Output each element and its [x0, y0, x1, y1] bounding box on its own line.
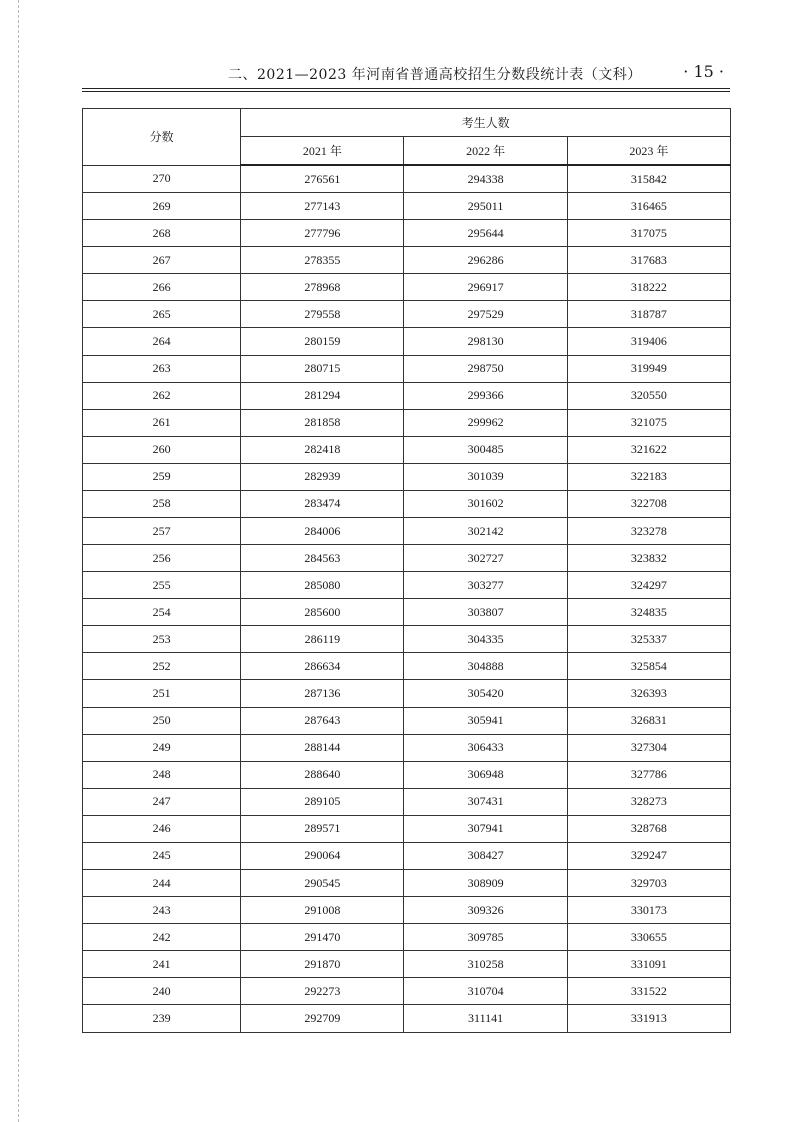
- count-2023-cell: 316465: [567, 193, 730, 220]
- count-2022-cell: 306433: [404, 734, 567, 761]
- count-2021-cell: 286119: [241, 626, 404, 653]
- score-cell: 254: [83, 599, 241, 626]
- score-cell: 260: [83, 436, 241, 463]
- count-2021-cell: 288640: [241, 761, 404, 788]
- count-2022-cell: 310258: [404, 951, 567, 978]
- count-2022-cell: 307431: [404, 788, 567, 815]
- count-2021-cell: 284006: [241, 518, 404, 545]
- count-2022-cell: 299962: [404, 409, 567, 436]
- score-cell: 245: [83, 842, 241, 869]
- count-2023-cell: 329703: [567, 870, 730, 897]
- score-column-header: 分数: [83, 109, 241, 166]
- score-cell: 240: [83, 978, 241, 1005]
- page-title: 二、2021—2023 年河南省普通高校招生分数段统计表（文科）: [228, 67, 642, 83]
- table-row: [83, 463, 731, 490]
- count-2021-cell: 289571: [241, 815, 404, 842]
- table-row: [83, 301, 731, 328]
- count-2023-cell: 327786: [567, 761, 730, 788]
- score-cell: 249: [83, 734, 241, 761]
- count-2021-cell: 279558: [241, 301, 404, 328]
- count-2022-cell: 294338: [404, 165, 567, 193]
- count-2023-cell: 324835: [567, 599, 730, 626]
- count-2022-cell: 303277: [404, 572, 567, 599]
- count-2021-cell: 292709: [241, 1005, 404, 1032]
- score-cell: 270: [83, 165, 241, 193]
- count-2021-cell: 288144: [241, 734, 404, 761]
- table-row: [83, 734, 731, 761]
- count-2021-cell: 291470: [241, 924, 404, 951]
- table-row: [83, 518, 731, 545]
- count-2022-cell: 306948: [404, 761, 567, 788]
- count-2022-cell: 300485: [404, 436, 567, 463]
- header-rule: [82, 88, 730, 89]
- count-2022-cell: 309326: [404, 897, 567, 924]
- score-cell: 242: [83, 924, 241, 951]
- score-cell: 252: [83, 653, 241, 680]
- count-2022-cell: 297529: [404, 301, 567, 328]
- table-body: [83, 165, 731, 1032]
- count-2021-cell: 281294: [241, 382, 404, 409]
- count-2021-cell: 290064: [241, 842, 404, 869]
- table-row: [83, 978, 731, 1005]
- count-2021-cell: 282939: [241, 463, 404, 490]
- score-distribution-table: [82, 108, 731, 1033]
- score-cell: 259: [83, 463, 241, 490]
- table-row: [83, 951, 731, 978]
- table-row: [83, 274, 731, 301]
- count-2021-cell: 283474: [241, 490, 404, 517]
- count-2023-cell: 319949: [567, 355, 730, 382]
- table-row: [83, 436, 731, 463]
- table-row: [83, 355, 731, 382]
- score-cell: 251: [83, 680, 241, 707]
- count-2022-cell: 310704: [404, 978, 567, 1005]
- score-cell: 266: [83, 274, 241, 301]
- count-2023-cell: 330173: [567, 897, 730, 924]
- count-2022-cell: 299366: [404, 382, 567, 409]
- count-2021-cell: 292273: [241, 978, 404, 1005]
- score-cell: 256: [83, 545, 241, 572]
- table-row: [83, 247, 731, 274]
- table-row: [83, 328, 731, 355]
- table-row: [83, 545, 731, 572]
- score-cell: 246: [83, 815, 241, 842]
- table-row: [83, 924, 731, 951]
- count-2023-cell: 331522: [567, 978, 730, 1005]
- count-2023-cell: 319406: [567, 328, 730, 355]
- count-2023-cell: 324297: [567, 572, 730, 599]
- table-row: [83, 382, 731, 409]
- count-2023-cell: 321622: [567, 436, 730, 463]
- header-rule-double: [82, 91, 730, 92]
- count-2023-cell: 317683: [567, 247, 730, 274]
- count-2021-cell: 284563: [241, 545, 404, 572]
- score-cell: 264: [83, 328, 241, 355]
- score-cell: 265: [83, 301, 241, 328]
- count-2021-cell: 276561: [241, 165, 404, 193]
- score-cell: 261: [83, 409, 241, 436]
- count-2021-cell: 280715: [241, 355, 404, 382]
- table-row: [83, 842, 731, 869]
- table-row: [83, 165, 731, 193]
- count-2021-cell: 277143: [241, 193, 404, 220]
- count-2022-cell: 303807: [404, 599, 567, 626]
- count-2023-cell: 323832: [567, 545, 730, 572]
- count-2021-cell: 287136: [241, 680, 404, 707]
- count-2023-cell: 318222: [567, 274, 730, 301]
- count-2021-cell: 282418: [241, 436, 404, 463]
- score-cell: 255: [83, 572, 241, 599]
- count-2022-cell: 305941: [404, 707, 567, 734]
- score-cell: 248: [83, 761, 241, 788]
- count-2023-cell: 326393: [567, 680, 730, 707]
- count-2022-cell: 305420: [404, 680, 567, 707]
- binding-margin-line: [18, 0, 19, 1122]
- table-row: [83, 653, 731, 680]
- count-2023-cell: 322708: [567, 490, 730, 517]
- year-header-2021: 2021 年: [241, 137, 404, 166]
- count-2023-cell: 315842: [567, 165, 730, 193]
- table-row: [83, 193, 731, 220]
- count-2022-cell: 295644: [404, 220, 567, 247]
- score-cell: 244: [83, 870, 241, 897]
- count-2023-cell: 326831: [567, 707, 730, 734]
- year-header-2022: 2022 年: [404, 137, 567, 166]
- score-cell: 253: [83, 626, 241, 653]
- count-2022-cell: 304888: [404, 653, 567, 680]
- count-2021-cell: 278968: [241, 274, 404, 301]
- score-cell: 262: [83, 382, 241, 409]
- count-2022-cell: 301039: [404, 463, 567, 490]
- score-cell: 250: [83, 707, 241, 734]
- count-2022-cell: 309785: [404, 924, 567, 951]
- score-cell: 258: [83, 490, 241, 517]
- count-2023-cell: 318787: [567, 301, 730, 328]
- count-2022-cell: 298750: [404, 355, 567, 382]
- table-row: [83, 897, 731, 924]
- count-2023-cell: 328768: [567, 815, 730, 842]
- count-2023-cell: 325854: [567, 653, 730, 680]
- count-2023-cell: 317075: [567, 220, 730, 247]
- table-row: [83, 870, 731, 897]
- table-row: [83, 707, 731, 734]
- count-2022-cell: 311141: [404, 1005, 567, 1032]
- table-row: [83, 626, 731, 653]
- count-2022-cell: 298130: [404, 328, 567, 355]
- table-row: [83, 599, 731, 626]
- count-2021-cell: 291008: [241, 897, 404, 924]
- count-2023-cell: 323278: [567, 518, 730, 545]
- count-2021-cell: 281858: [241, 409, 404, 436]
- count-2021-cell: 280159: [241, 328, 404, 355]
- count-2023-cell: 331091: [567, 951, 730, 978]
- count-2021-cell: 290545: [241, 870, 404, 897]
- score-cell: 247: [83, 788, 241, 815]
- count-2022-cell: 308909: [404, 870, 567, 897]
- count-2021-cell: 285600: [241, 599, 404, 626]
- count-2022-cell: 308427: [404, 842, 567, 869]
- count-2022-cell: 304335: [404, 626, 567, 653]
- table-row: [83, 572, 731, 599]
- count-2022-cell: 295011: [404, 193, 567, 220]
- count-2023-cell: 329247: [567, 842, 730, 869]
- count-2021-cell: 286634: [241, 653, 404, 680]
- year-header-2023: 2023 年: [567, 137, 730, 166]
- score-cell: 241: [83, 951, 241, 978]
- score-cell: 239: [83, 1005, 241, 1032]
- count-2022-cell: 296917: [404, 274, 567, 301]
- table-row: [83, 815, 731, 842]
- count-2023-cell: 327304: [567, 734, 730, 761]
- score-cell: 269: [83, 193, 241, 220]
- count-2023-cell: 331913: [567, 1005, 730, 1032]
- table-row: [83, 220, 731, 247]
- score-cell: 267: [83, 247, 241, 274]
- count-2022-cell: 301602: [404, 490, 567, 517]
- count-2023-cell: 330655: [567, 924, 730, 951]
- count-2022-cell: 296286: [404, 247, 567, 274]
- count-2023-cell: 320550: [567, 382, 730, 409]
- count-2021-cell: 291870: [241, 951, 404, 978]
- page-header: [82, 62, 730, 86]
- count-2022-cell: 302727: [404, 545, 567, 572]
- count-2021-cell: 287643: [241, 707, 404, 734]
- count-2021-cell: 277796: [241, 220, 404, 247]
- table-row: [83, 680, 731, 707]
- count-2023-cell: 322183: [567, 463, 730, 490]
- page-number: · 15 ·: [683, 62, 724, 81]
- score-cell: 243: [83, 897, 241, 924]
- count-2023-cell: 325337: [567, 626, 730, 653]
- table-row: [83, 1005, 731, 1032]
- score-cell: 263: [83, 355, 241, 382]
- score-cell: 268: [83, 220, 241, 247]
- table-row: [83, 490, 731, 517]
- count-2021-cell: 285080: [241, 572, 404, 599]
- candidates-group-header: 考生人数: [241, 109, 731, 137]
- score-cell: 257: [83, 518, 241, 545]
- count-2022-cell: 307941: [404, 815, 567, 842]
- count-2023-cell: 328273: [567, 788, 730, 815]
- count-2021-cell: 289105: [241, 788, 404, 815]
- table-row: [83, 409, 731, 436]
- count-2023-cell: 321075: [567, 409, 730, 436]
- table-row: [83, 761, 731, 788]
- table-row: [83, 788, 731, 815]
- count-2021-cell: 278355: [241, 247, 404, 274]
- count-2022-cell: 302142: [404, 518, 567, 545]
